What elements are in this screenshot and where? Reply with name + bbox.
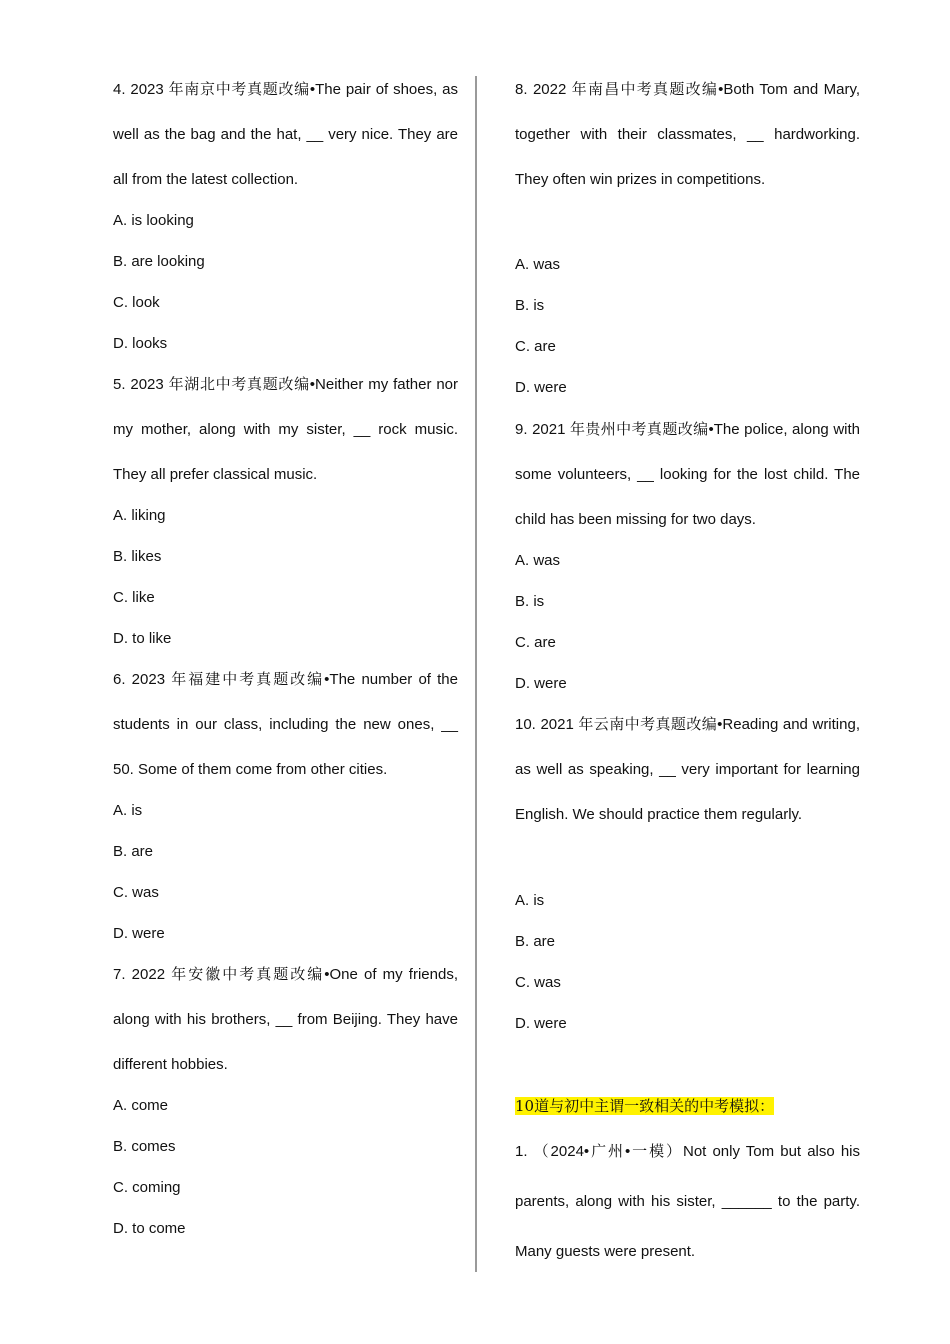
question-4-option-c: C. look bbox=[113, 294, 160, 311]
question-10-option-d: D. were bbox=[515, 1015, 567, 1032]
question-6-option-b: B. are bbox=[113, 843, 154, 860]
question-5-option-c: C. like bbox=[113, 589, 155, 606]
question-6-option-a: A. is bbox=[113, 802, 143, 819]
question-8-option-a: A. was bbox=[515, 256, 561, 273]
question-9-stem: 9. 2021 年贵州中考真题改编•The police, along with some volunteers, __ looking for the lost child. The child has been missing for two days. bbox=[515, 421, 860, 528]
section-heading-highlight: 10道与初中主谓一致相关的中考模拟： bbox=[515, 1097, 775, 1115]
question-7-option-c: C. coming bbox=[113, 1179, 181, 1196]
question-8-option-b: B. is bbox=[515, 297, 545, 314]
mock-question-1-stem: 1. （2024•广州•一模）Not only Tom but also his parents, along with his sister, ______ to the party. Many guests were present. bbox=[515, 1143, 860, 1260]
question-4-option-a: A. is looking bbox=[113, 212, 194, 229]
question-8-option-d: D. were bbox=[515, 379, 567, 396]
question-5-stem: 5. 2023 年湖北中考真题改编•Neither my father nor my mother, along with my sister, __ rock music. They all prefer classical music. bbox=[113, 376, 458, 483]
question-10-stem: 10. 2021 年云南中考真题改编•Reading and writing, as well as speaking, __ very important for learning English. We should practice them regularly. bbox=[515, 716, 860, 823]
question-4-option-b: B. are looking bbox=[113, 253, 205, 270]
question-6-stem: 6. 2023 年福建中考真题改编•The number of the students in our class, including the new ones, __ 50. Some of them come from other cities. bbox=[113, 671, 458, 778]
question-8-option-c: C. are bbox=[515, 338, 556, 355]
question-4-option-d: D. looks bbox=[113, 335, 168, 352]
question-6-option-c: C. was bbox=[113, 884, 159, 901]
question-9-option-d: D. were bbox=[515, 675, 567, 692]
question-8-stem: 8. 2022 年南昌中考真题改编•Both Tom and Mary, together with their classmates, __ hardworking. They often win prizes in competitions. bbox=[515, 81, 860, 188]
question-7-option-b: B. comes bbox=[113, 1138, 176, 1155]
question-7-option-d: D. to come bbox=[113, 1220, 186, 1237]
column-divider bbox=[475, 76, 477, 1272]
question-5-option-d: D. to like bbox=[113, 630, 172, 647]
question-9-option-c: C. are bbox=[515, 634, 556, 651]
question-5-option-a: A. liking bbox=[113, 507, 166, 524]
section-heading bbox=[515, 1096, 774, 1117]
question-7-option-a: A. come bbox=[113, 1097, 169, 1114]
question-4-stem: 4. 2023 年南京中考真题改编•The pair of shoes, as well as the bag and the hat, __ very nice. They are all from the latest collection. bbox=[113, 81, 458, 188]
question-10-option-a: A. is bbox=[515, 892, 545, 909]
question-7-stem: 7. 2022 年安徽中考真题改编•One of my friends, along with his brothers, __ from Beijing. They have different hobbies. bbox=[113, 966, 458, 1073]
question-10-option-b: B. are bbox=[515, 933, 556, 950]
question-9-option-a: A. was bbox=[515, 552, 561, 569]
question-5-option-b: B. likes bbox=[113, 548, 162, 565]
question-10-option-c: C. was bbox=[515, 974, 561, 991]
question-9-option-b: B. is bbox=[515, 593, 545, 610]
question-6-option-d: D. were bbox=[113, 925, 165, 942]
